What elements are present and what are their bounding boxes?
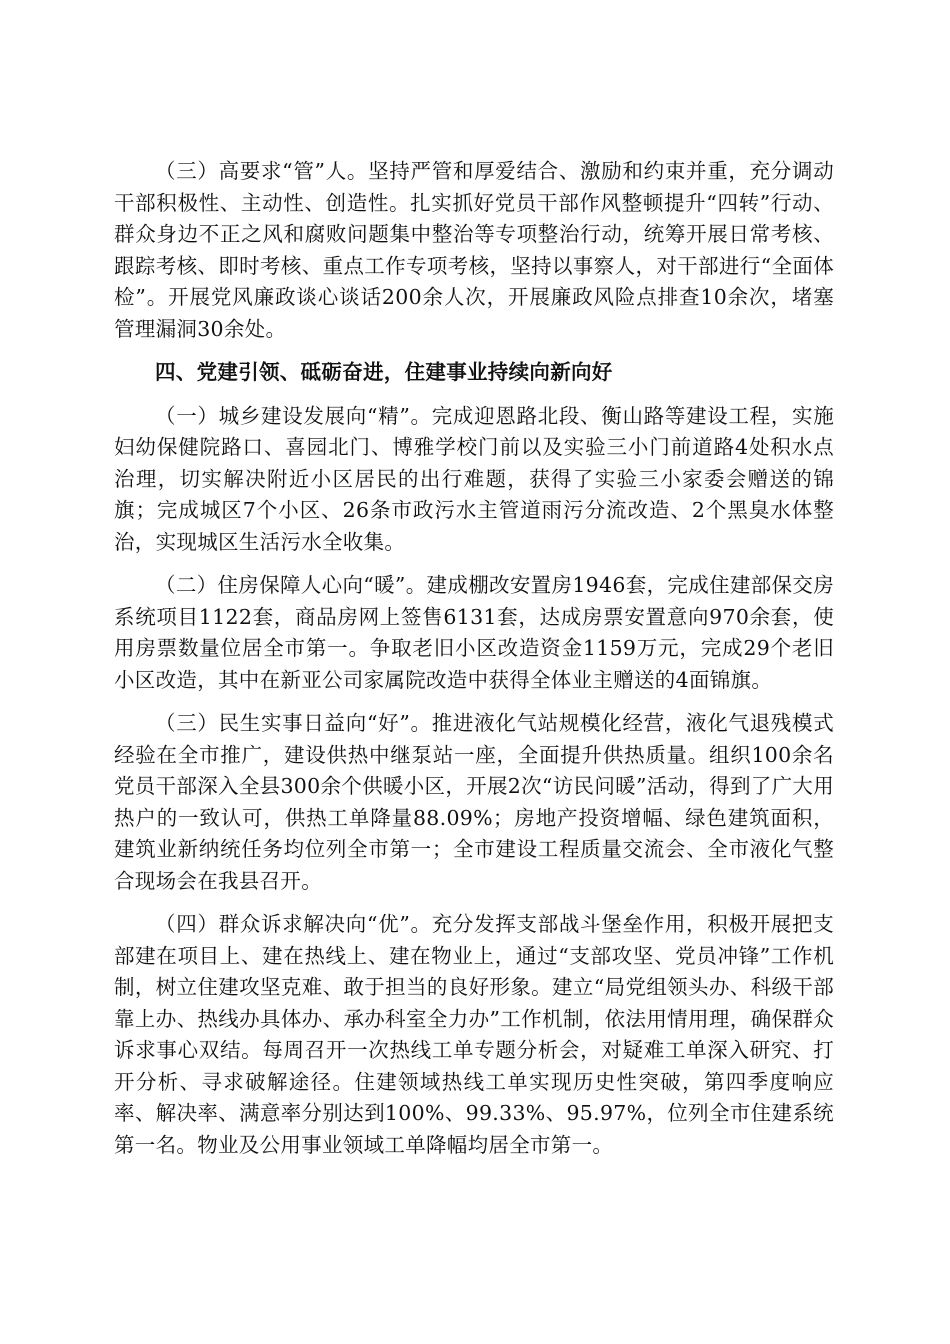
document-body	[114, 156, 834, 1173]
paragraph-urban-rural-construction: （一）城乡建设发展向“精”。完成迎恩路北段、衡山路等建设工程，实施妇幼保健院路口、喜园北门、博雅学校门前以及实验三小门前道路4处积水点治理，切实解决附近小区居民的出行难题，获得了实验三小家委会赠送的锦旗；完成城区7个小区、26条市政污水主管道雨污分流改造、2个黑臭水体整治，实现城区生活污水全收集。	[114, 403, 834, 554]
paragraph-cadre-management: （三）高要求“管”人。坚持严管和厚爱结合、激励和约束并重，充分调动干部积极性、主动性、创造性。扎实抓好党员干部作风整顿提升“四转”行动、群众身边不正之风和腐败问题集中整治等专项整治行动，统筹开展日常考核、跟踪考核、即时考核、重点工作专项考核，坚持以事察人，对干部进行“全面体检”。开展党风廉政谈心谈话200余人次，开展廉政风险点排查10余次，堵塞管理漏洞30余处。	[114, 159, 834, 341]
paragraph-livelihood-projects: （三）民生实事日益向“好”。推进液化气站规模化经营，液化气退残模式经验在全市推广，建设供热中继泵站一座，全面提升供热质量。组织100余名党员干部深入全县300余个供暖小区，开展2次“访民问暖”活动，得到了广大用热户的一致认可，供热工单降量88.09%；房地产投资增幅、绿色建筑面积，建筑业新纳统任务均位列全市第一；全市建设工程质量交流会、全市液化气整合现场会在我县召开。	[114, 711, 834, 893]
paragraph-public-appeals: （四）群众诉求解决向“优”。充分发挥支部战斗堡垒作用，积极开展把支部建在项目上、建在热线上、建在物业上，通过“支部攻坚、党员冲锋”工作机制，树立住建攻坚克难、敢于担当的良好形象。建立“局党组领头办、科级干部靠上办、热线办具体办、承办科室全力办”工作机制，依法用情用理，确保群众诉求事心双结。每周召开一次热线工单专题分析会，对疑难工单深入研究、打开分析、寻求破解途径。住建领域热线工单实现历史性突破，第四季度响应率、解决率、满意率分别达到100%、99.33%、95.97%，位列全市住建系统第一名。物业及公用事业领域工单降幅均居全市第一。	[114, 912, 834, 1157]
section-heading-4: 四、党建引领、砥砺奋进，住建事业持续向新向好	[155, 360, 613, 384]
paragraph-housing-security: （二）住房保障人心向“暖”。建成棚改安置房1946套，完成住建部保交房系统项目1122套，商品房网上签售6131套，达成房票安置意向970余套，使用房票数量位居全市第一。争取老旧小区改造资金1159万元，完成29个老旧小区改造，其中在新亚公司家属院改造中获得全体业主赠送的4面锦旗。	[114, 573, 834, 692]
